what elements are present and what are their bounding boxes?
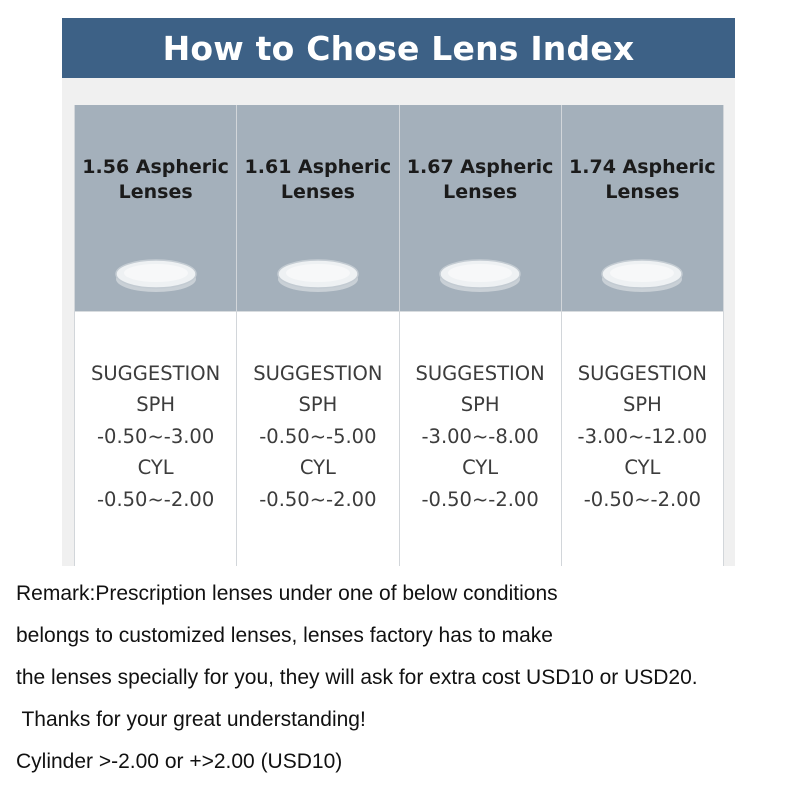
lens-title: 1.74 Aspheric Lenses: [569, 156, 716, 203]
lens-title: 1.67 Aspheric Lenses: [406, 156, 554, 203]
sph-label: SPH: [298, 393, 338, 416]
cyl-range: -0.50~-2.00: [583, 488, 701, 511]
lens-icon: [276, 255, 360, 295]
lens-spec-cell: [75, 311, 236, 566]
sph-range: -3.00~-8.00: [421, 425, 539, 448]
cyl-range: -0.50~-2.00: [97, 488, 215, 511]
lens-spec-cell: [237, 311, 398, 566]
lens-column: [74, 105, 237, 566]
page-title: How to Chose Lens Index: [62, 18, 735, 78]
sph-label: SPH: [460, 393, 500, 416]
sph-range: -0.50~-3.00: [97, 425, 215, 448]
sph-range: -0.50~-5.00: [259, 425, 377, 448]
lens-header-cell: [562, 105, 723, 311]
lens-column: [237, 105, 399, 566]
lens-column: [400, 105, 562, 566]
lens-column: [562, 105, 724, 566]
remark-line: Cylinder >-2.00 or +>2.00 (USD10): [16, 750, 343, 773]
lens-spec-cell: [562, 311, 723, 566]
cyl-label: CYL: [624, 456, 661, 479]
lens-header-cell: [237, 105, 398, 311]
sph-label: SPH: [136, 393, 176, 416]
cyl-range: -0.50~-2.00: [421, 488, 539, 511]
sph-label: SPH: [622, 393, 662, 416]
lens-title: 1.56 Aspheric Lenses: [82, 156, 229, 203]
lens-icon: [114, 255, 198, 295]
lens-title: 1.61 Aspheric Lenses: [244, 156, 392, 203]
sph-range: -3.00~-12.00: [577, 425, 708, 448]
suggestion-label: SUGGESTION: [253, 362, 383, 385]
cyl-label: CYL: [299, 456, 336, 479]
suggestion-label: SUGGESTION: [91, 362, 221, 385]
remark-line: belongs to customized lenses, lenses factory has to make: [16, 624, 553, 647]
remark-line: Thanks for your great understanding!: [16, 708, 366, 731]
lens-header-cell: [75, 105, 236, 311]
remark-line: Remark:Prescription lenses under one of below conditions: [16, 582, 558, 605]
cyl-label: CYL: [462, 456, 499, 479]
lens-icon: [438, 255, 522, 295]
lens-header-cell: [400, 105, 561, 311]
cyl-label: CYL: [137, 456, 174, 479]
remark-line: the lenses specially for you, they will ask for extra cost USD10 or USD20.: [16, 666, 698, 689]
lens-index-table: [74, 105, 724, 566]
suggestion-label: SUGGESTION: [415, 362, 545, 385]
lens-icon: [600, 255, 684, 295]
cyl-range: -0.50~-2.00: [259, 488, 377, 511]
lens-spec-cell: [400, 311, 561, 566]
suggestion-label: SUGGESTION: [577, 362, 707, 385]
